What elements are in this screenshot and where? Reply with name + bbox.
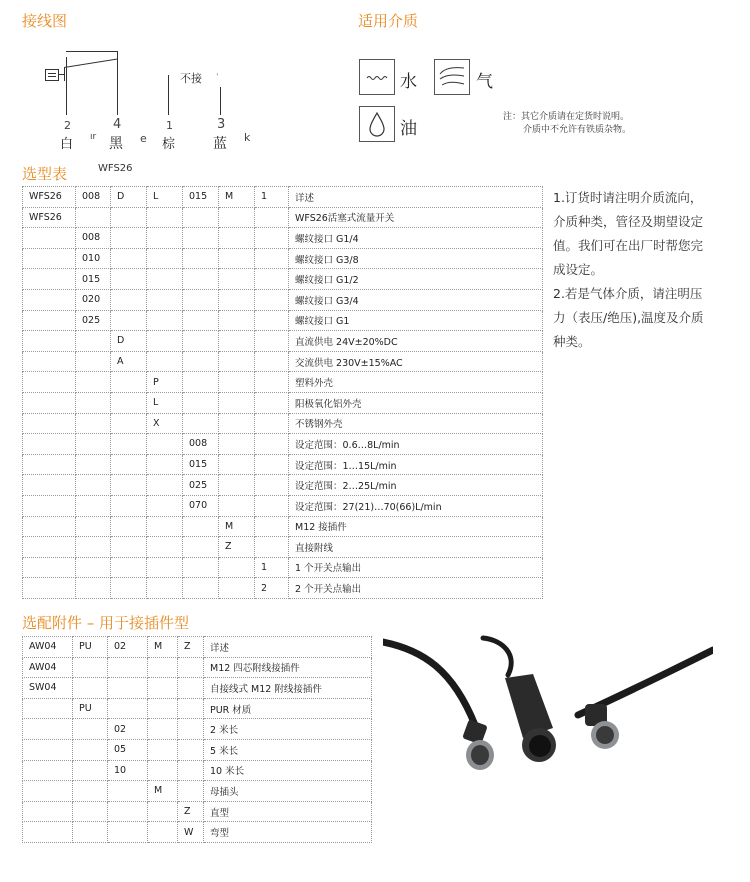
oil-icon xyxy=(359,106,395,142)
selection-cell xyxy=(111,248,147,269)
selection-row xyxy=(23,187,543,208)
accessories-cell xyxy=(23,698,73,719)
selection-cell xyxy=(76,475,111,496)
selection-cell xyxy=(111,310,147,331)
accessories-cell xyxy=(178,657,204,678)
accessories-row xyxy=(23,739,372,760)
selection-cell xyxy=(147,351,183,372)
accessories-row xyxy=(23,657,372,678)
media-note-line2: 介质中不允许有铁质杂物。 xyxy=(523,125,632,135)
selection-cell xyxy=(183,537,219,558)
selection-cell xyxy=(147,557,183,578)
accessories-cell xyxy=(23,760,73,781)
selection-cell xyxy=(183,269,219,290)
accessories-cell xyxy=(23,781,73,802)
selection-cell: M xyxy=(219,516,255,537)
selection-cell xyxy=(255,434,289,455)
accessories-cell xyxy=(108,822,148,843)
selection-cell xyxy=(111,289,147,310)
selection-cell: 010 xyxy=(76,248,111,269)
selection-cell xyxy=(183,228,219,249)
accessories-cell xyxy=(178,760,204,781)
accessories-cell xyxy=(148,760,178,781)
selection-cell xyxy=(111,413,147,434)
connector-cables-image xyxy=(383,630,713,810)
selection-cell xyxy=(183,516,219,537)
accessories-cell xyxy=(73,781,108,802)
water-label: 水 xyxy=(400,72,417,92)
selection-cell xyxy=(111,269,147,290)
selection-cell: 阳极氧化铝外壳 xyxy=(289,392,543,413)
ordering-note-line: 值。我们可在出厂时帮您完 xyxy=(553,238,704,253)
ordering-note-line: 介质种类，管径及期望设定 xyxy=(553,214,704,229)
accessories-cell xyxy=(148,801,178,822)
selection-cell xyxy=(147,310,183,331)
selection-cell xyxy=(255,351,289,372)
selection-cell xyxy=(219,331,255,352)
selection-cell: 015 xyxy=(76,269,111,290)
accessories-cell xyxy=(73,678,108,699)
selection-cell xyxy=(111,475,147,496)
switch-symbol-icon xyxy=(45,69,59,81)
accessories-cell xyxy=(108,657,148,678)
selection-cell xyxy=(183,351,219,372)
accessories-cell xyxy=(108,678,148,699)
selection-cell xyxy=(183,413,219,434)
selection-row xyxy=(23,372,543,393)
selection-cell xyxy=(183,248,219,269)
selection-cell xyxy=(23,537,76,558)
selection-cell xyxy=(219,372,255,393)
selection-cell xyxy=(147,495,183,516)
selection-cell xyxy=(111,537,147,558)
selection-cell xyxy=(23,578,76,599)
selection-row xyxy=(23,351,543,372)
pin-2-number: 2 xyxy=(64,119,71,132)
selection-row xyxy=(23,248,543,269)
accessories-table xyxy=(22,636,372,843)
accessories-cell xyxy=(148,719,178,740)
accessories-cell: M xyxy=(148,637,178,658)
accessories-cell: PUR 材质 xyxy=(204,698,372,719)
accessories-cell: 母插头 xyxy=(204,781,372,802)
selection-cell xyxy=(219,289,255,310)
selection-title: 选型表 xyxy=(22,165,68,183)
selection-cell xyxy=(111,228,147,249)
accessories-row xyxy=(23,678,372,699)
selection-cell xyxy=(76,207,111,228)
accessories-cell: AW04 xyxy=(23,657,73,678)
accessories-row xyxy=(23,719,372,740)
selection-cell xyxy=(23,228,76,249)
selection-cell xyxy=(76,516,111,537)
selection-cell xyxy=(219,269,255,290)
pin-4-number: 4 xyxy=(113,117,122,132)
selection-cell: 1 个开关点输出 xyxy=(289,557,543,578)
selection-cell xyxy=(147,454,183,475)
selection-cell xyxy=(219,228,255,249)
selection-cell xyxy=(23,454,76,475)
accessories-cell: SW04 xyxy=(23,678,73,699)
accessories-cell: 02 xyxy=(108,719,148,740)
selection-cell xyxy=(76,495,111,516)
selection-cell: 020 xyxy=(76,289,111,310)
accessories-cell: PU xyxy=(73,698,108,719)
selection-cell xyxy=(111,392,147,413)
accessories-cell: 2 米长 xyxy=(204,719,372,740)
selection-cell: X xyxy=(147,413,183,434)
accessories-cell xyxy=(178,678,204,699)
accessories-cell: AW04 xyxy=(23,637,73,658)
accessories-cell xyxy=(23,719,73,740)
selection-cell xyxy=(76,434,111,455)
selection-cell xyxy=(23,351,76,372)
selection-cell xyxy=(219,207,255,228)
selection-cell: M xyxy=(219,187,255,208)
selection-cell xyxy=(76,413,111,434)
selection-cell xyxy=(23,289,76,310)
selection-cell xyxy=(147,537,183,558)
oil-label: 油 xyxy=(400,119,417,139)
accessories-cell: 05 xyxy=(108,739,148,760)
selection-row xyxy=(23,434,543,455)
accessories-cell xyxy=(23,739,73,760)
selection-cell: 025 xyxy=(76,310,111,331)
selection-cell xyxy=(183,289,219,310)
selection-cell xyxy=(255,537,289,558)
gas-label: 气 xyxy=(476,72,493,92)
accessories-cell xyxy=(148,678,178,699)
selection-cell: 设定范围：2…25L/min xyxy=(289,475,543,496)
selection-cell xyxy=(219,578,255,599)
selection-cell xyxy=(111,495,147,516)
accessories-cell: 10 xyxy=(108,760,148,781)
accessories-cell: M xyxy=(148,781,178,802)
selection-row xyxy=(23,228,543,249)
accessories-cell: PU xyxy=(73,637,108,658)
ordering-note-line: 力（表压/绝压),温度及介质 xyxy=(553,310,704,325)
accessories-cell: M12 四芯附线接插件 xyxy=(204,657,372,678)
media-note-line1: 注：其它介质请在定货时说明。 xyxy=(503,112,630,122)
selection-cell: 设定范围：1…15L/min xyxy=(289,454,543,475)
not-connected-label: 不接 xyxy=(180,72,202,85)
selection-cell xyxy=(147,331,183,352)
selection-cell xyxy=(255,269,289,290)
selection-model: WFS26 xyxy=(98,163,133,174)
selection-cell xyxy=(183,372,219,393)
selection-cell: Z xyxy=(219,537,255,558)
wiring-title: 接线图 xyxy=(22,12,68,30)
selection-cell xyxy=(23,310,76,331)
selection-cell: 008 xyxy=(76,228,111,249)
selection-cell xyxy=(255,372,289,393)
selection-row xyxy=(23,495,543,516)
selection-cell xyxy=(183,578,219,599)
accessories-cell xyxy=(148,698,178,719)
selection-cell: 不锈钢外壳 xyxy=(289,413,543,434)
accessories-cell: 弯型 xyxy=(204,822,372,843)
selection-cell xyxy=(219,434,255,455)
selection-cell: 螺纹接口 G3/4 xyxy=(289,289,543,310)
accessories-cell xyxy=(178,698,204,719)
accessories-row xyxy=(23,637,372,658)
selection-cell xyxy=(23,557,76,578)
selection-cell xyxy=(23,392,76,413)
accessories-cell xyxy=(73,801,108,822)
selection-cell: 直接附线 xyxy=(289,537,543,558)
selection-cell xyxy=(255,475,289,496)
selection-row xyxy=(23,289,543,310)
selection-cell xyxy=(183,557,219,578)
selection-cell: 070 xyxy=(183,495,219,516)
accessories-cell: 5 米长 xyxy=(204,739,372,760)
selection-row xyxy=(23,269,543,290)
accessories-cell: W xyxy=(178,822,204,843)
selection-table xyxy=(22,186,543,599)
accessories-cell xyxy=(178,781,204,802)
selection-cell: 详述 xyxy=(289,187,543,208)
selection-cell xyxy=(219,413,255,434)
selection-cell xyxy=(147,269,183,290)
pin-3-extra: k xyxy=(244,131,251,144)
selection-cell xyxy=(147,228,183,249)
accessories-row xyxy=(23,760,372,781)
pin-2-color: 白 xyxy=(60,137,74,152)
selection-cell xyxy=(111,207,147,228)
selection-cell xyxy=(255,248,289,269)
selection-cell xyxy=(23,269,76,290)
pin-1-number: 1 xyxy=(166,119,173,132)
selection-row xyxy=(23,454,543,475)
accessories-title: 选配附件 – 用于接插件型 xyxy=(22,614,190,632)
selection-cell: L xyxy=(147,187,183,208)
accessories-cell xyxy=(73,657,108,678)
selection-cell xyxy=(255,228,289,249)
pin-3-color: 蓝 xyxy=(213,136,227,152)
selection-cell xyxy=(147,289,183,310)
selection-cell: 1 xyxy=(255,187,289,208)
selection-cell xyxy=(147,207,183,228)
selection-row xyxy=(23,516,543,537)
accessories-cell xyxy=(73,760,108,781)
selection-cell: WFS26 xyxy=(23,187,76,208)
selection-cell xyxy=(23,413,76,434)
selection-cell xyxy=(255,207,289,228)
selection-cell xyxy=(183,392,219,413)
selection-cell xyxy=(23,434,76,455)
selection-row xyxy=(23,475,543,496)
selection-cell xyxy=(111,578,147,599)
selection-cell xyxy=(219,557,255,578)
selection-row xyxy=(23,557,543,578)
selection-cell xyxy=(219,248,255,269)
accessories-row xyxy=(23,698,372,719)
selection-cell: M12 接插件 xyxy=(289,516,543,537)
selection-cell xyxy=(255,392,289,413)
selection-cell: 008 xyxy=(183,434,219,455)
selection-cell xyxy=(111,434,147,455)
selection-cell xyxy=(255,310,289,331)
selection-cell xyxy=(23,495,76,516)
accessories-row xyxy=(23,801,372,822)
selection-row xyxy=(23,331,543,352)
selection-cell xyxy=(111,372,147,393)
selection-row xyxy=(23,537,543,558)
selection-cell: 设定范围：27(21)…70(66)L/min xyxy=(289,495,543,516)
selection-row xyxy=(23,413,543,434)
selection-cell: P xyxy=(147,372,183,393)
accessories-cell xyxy=(148,657,178,678)
pin-2-extra: ır xyxy=(90,132,97,142)
selection-row xyxy=(23,310,543,331)
selection-cell xyxy=(147,475,183,496)
gas-icon xyxy=(434,59,470,95)
pin-1-color: 棕 xyxy=(162,137,176,152)
selection-cell xyxy=(76,392,111,413)
selection-cell: 塑料外壳 xyxy=(289,372,543,393)
selection-cell xyxy=(76,537,111,558)
selection-cell: L xyxy=(147,392,183,413)
selection-cell xyxy=(76,351,111,372)
accessories-cell: 直型 xyxy=(204,801,372,822)
selection-cell xyxy=(76,578,111,599)
selection-cell xyxy=(23,331,76,352)
selection-cell: 015 xyxy=(183,454,219,475)
selection-cell: 螺纹接口 G1/2 xyxy=(289,269,543,290)
accessories-cell xyxy=(23,801,73,822)
accessories-cell xyxy=(23,822,73,843)
selection-cell xyxy=(147,578,183,599)
accessories-cell xyxy=(178,739,204,760)
selection-cell: 交流供电 230V±15%AC xyxy=(289,351,543,372)
selection-cell xyxy=(219,310,255,331)
selection-cell xyxy=(23,372,76,393)
selection-cell xyxy=(111,454,147,475)
accessories-cell: Z xyxy=(178,801,204,822)
accessories-cell: 10 米长 xyxy=(204,760,372,781)
selection-cell: 2 xyxy=(255,578,289,599)
selection-cell xyxy=(76,372,111,393)
accessories-cell xyxy=(148,739,178,760)
ordering-note-line: 种类。 xyxy=(553,334,591,349)
selection-cell: 直流供电 24V±20%DC xyxy=(289,331,543,352)
selection-cell xyxy=(183,207,219,228)
selection-cell xyxy=(111,516,147,537)
selection-cell xyxy=(255,289,289,310)
selection-cell: 螺纹接口 G1 xyxy=(289,310,543,331)
ordering-notes xyxy=(553,186,704,354)
pin-4-color: 黑 xyxy=(109,136,123,152)
selection-cell xyxy=(183,310,219,331)
selection-row xyxy=(23,578,543,599)
selection-cell: 2 个开关点输出 xyxy=(289,578,543,599)
selection-cell xyxy=(23,516,76,537)
selection-cell: 025 xyxy=(183,475,219,496)
selection-cell: 1 xyxy=(255,557,289,578)
accessories-cell xyxy=(73,739,108,760)
selection-cell xyxy=(23,475,76,496)
selection-cell xyxy=(255,495,289,516)
selection-cell: WFS26活塞式流量开关 xyxy=(289,207,543,228)
selection-cell xyxy=(255,516,289,537)
pin-4-extra: e xyxy=(140,132,147,145)
accessories-cell xyxy=(108,801,148,822)
media-title: 适用介质 xyxy=(358,12,419,30)
accessories-cell: 详述 xyxy=(204,637,372,658)
ordering-note-line: 1.订货时请注明介质流向， xyxy=(553,190,703,205)
selection-cell: WFS26 xyxy=(23,207,76,228)
accessories-cell: Z xyxy=(178,637,204,658)
selection-cell xyxy=(147,516,183,537)
accessories-cell: 02 xyxy=(108,637,148,658)
selection-cell xyxy=(255,413,289,434)
selection-cell: 螺纹接口 G3/8 xyxy=(289,248,543,269)
selection-cell: 008 xyxy=(76,187,111,208)
accessories-cell xyxy=(108,698,148,719)
selection-cell: D xyxy=(111,331,147,352)
selection-row xyxy=(23,392,543,413)
selection-row xyxy=(23,207,543,228)
accessories-cell xyxy=(178,719,204,740)
accessories-cell xyxy=(108,781,148,802)
accessories-row xyxy=(23,781,372,802)
ordering-note-line: 成设定。 xyxy=(553,262,604,277)
selection-cell: 设定范围：0.6…8L/min xyxy=(289,434,543,455)
selection-cell: D xyxy=(111,187,147,208)
selection-cell xyxy=(147,434,183,455)
accessories-cell xyxy=(73,719,108,740)
ordering-note-line: 2.若是气体介质，请注明压 xyxy=(553,286,703,301)
selection-cell xyxy=(111,557,147,578)
wiring-diagram: 不接 ˈ xyxy=(40,45,270,160)
water-icon xyxy=(359,59,395,95)
selection-cell xyxy=(76,557,111,578)
accessories-cell: 自接线式 M12 附线接插件 xyxy=(204,678,372,699)
accessories-cell xyxy=(73,822,108,843)
selection-cell xyxy=(76,454,111,475)
selection-cell: 015 xyxy=(183,187,219,208)
selection-cell xyxy=(219,454,255,475)
selection-cell xyxy=(255,331,289,352)
accessories-cell xyxy=(148,822,178,843)
accessories-row xyxy=(23,822,372,843)
selection-cell xyxy=(23,248,76,269)
selection-cell xyxy=(219,392,255,413)
selection-cell: 螺纹接口 G1/4 xyxy=(289,228,543,249)
selection-cell: A xyxy=(111,351,147,372)
selection-cell xyxy=(183,331,219,352)
selection-cell xyxy=(219,475,255,496)
selection-cell xyxy=(219,495,255,516)
selection-cell xyxy=(255,454,289,475)
pin-3-number: 3 xyxy=(217,117,226,132)
selection-cell xyxy=(147,248,183,269)
selection-cell xyxy=(76,331,111,352)
selection-cell xyxy=(219,351,255,372)
